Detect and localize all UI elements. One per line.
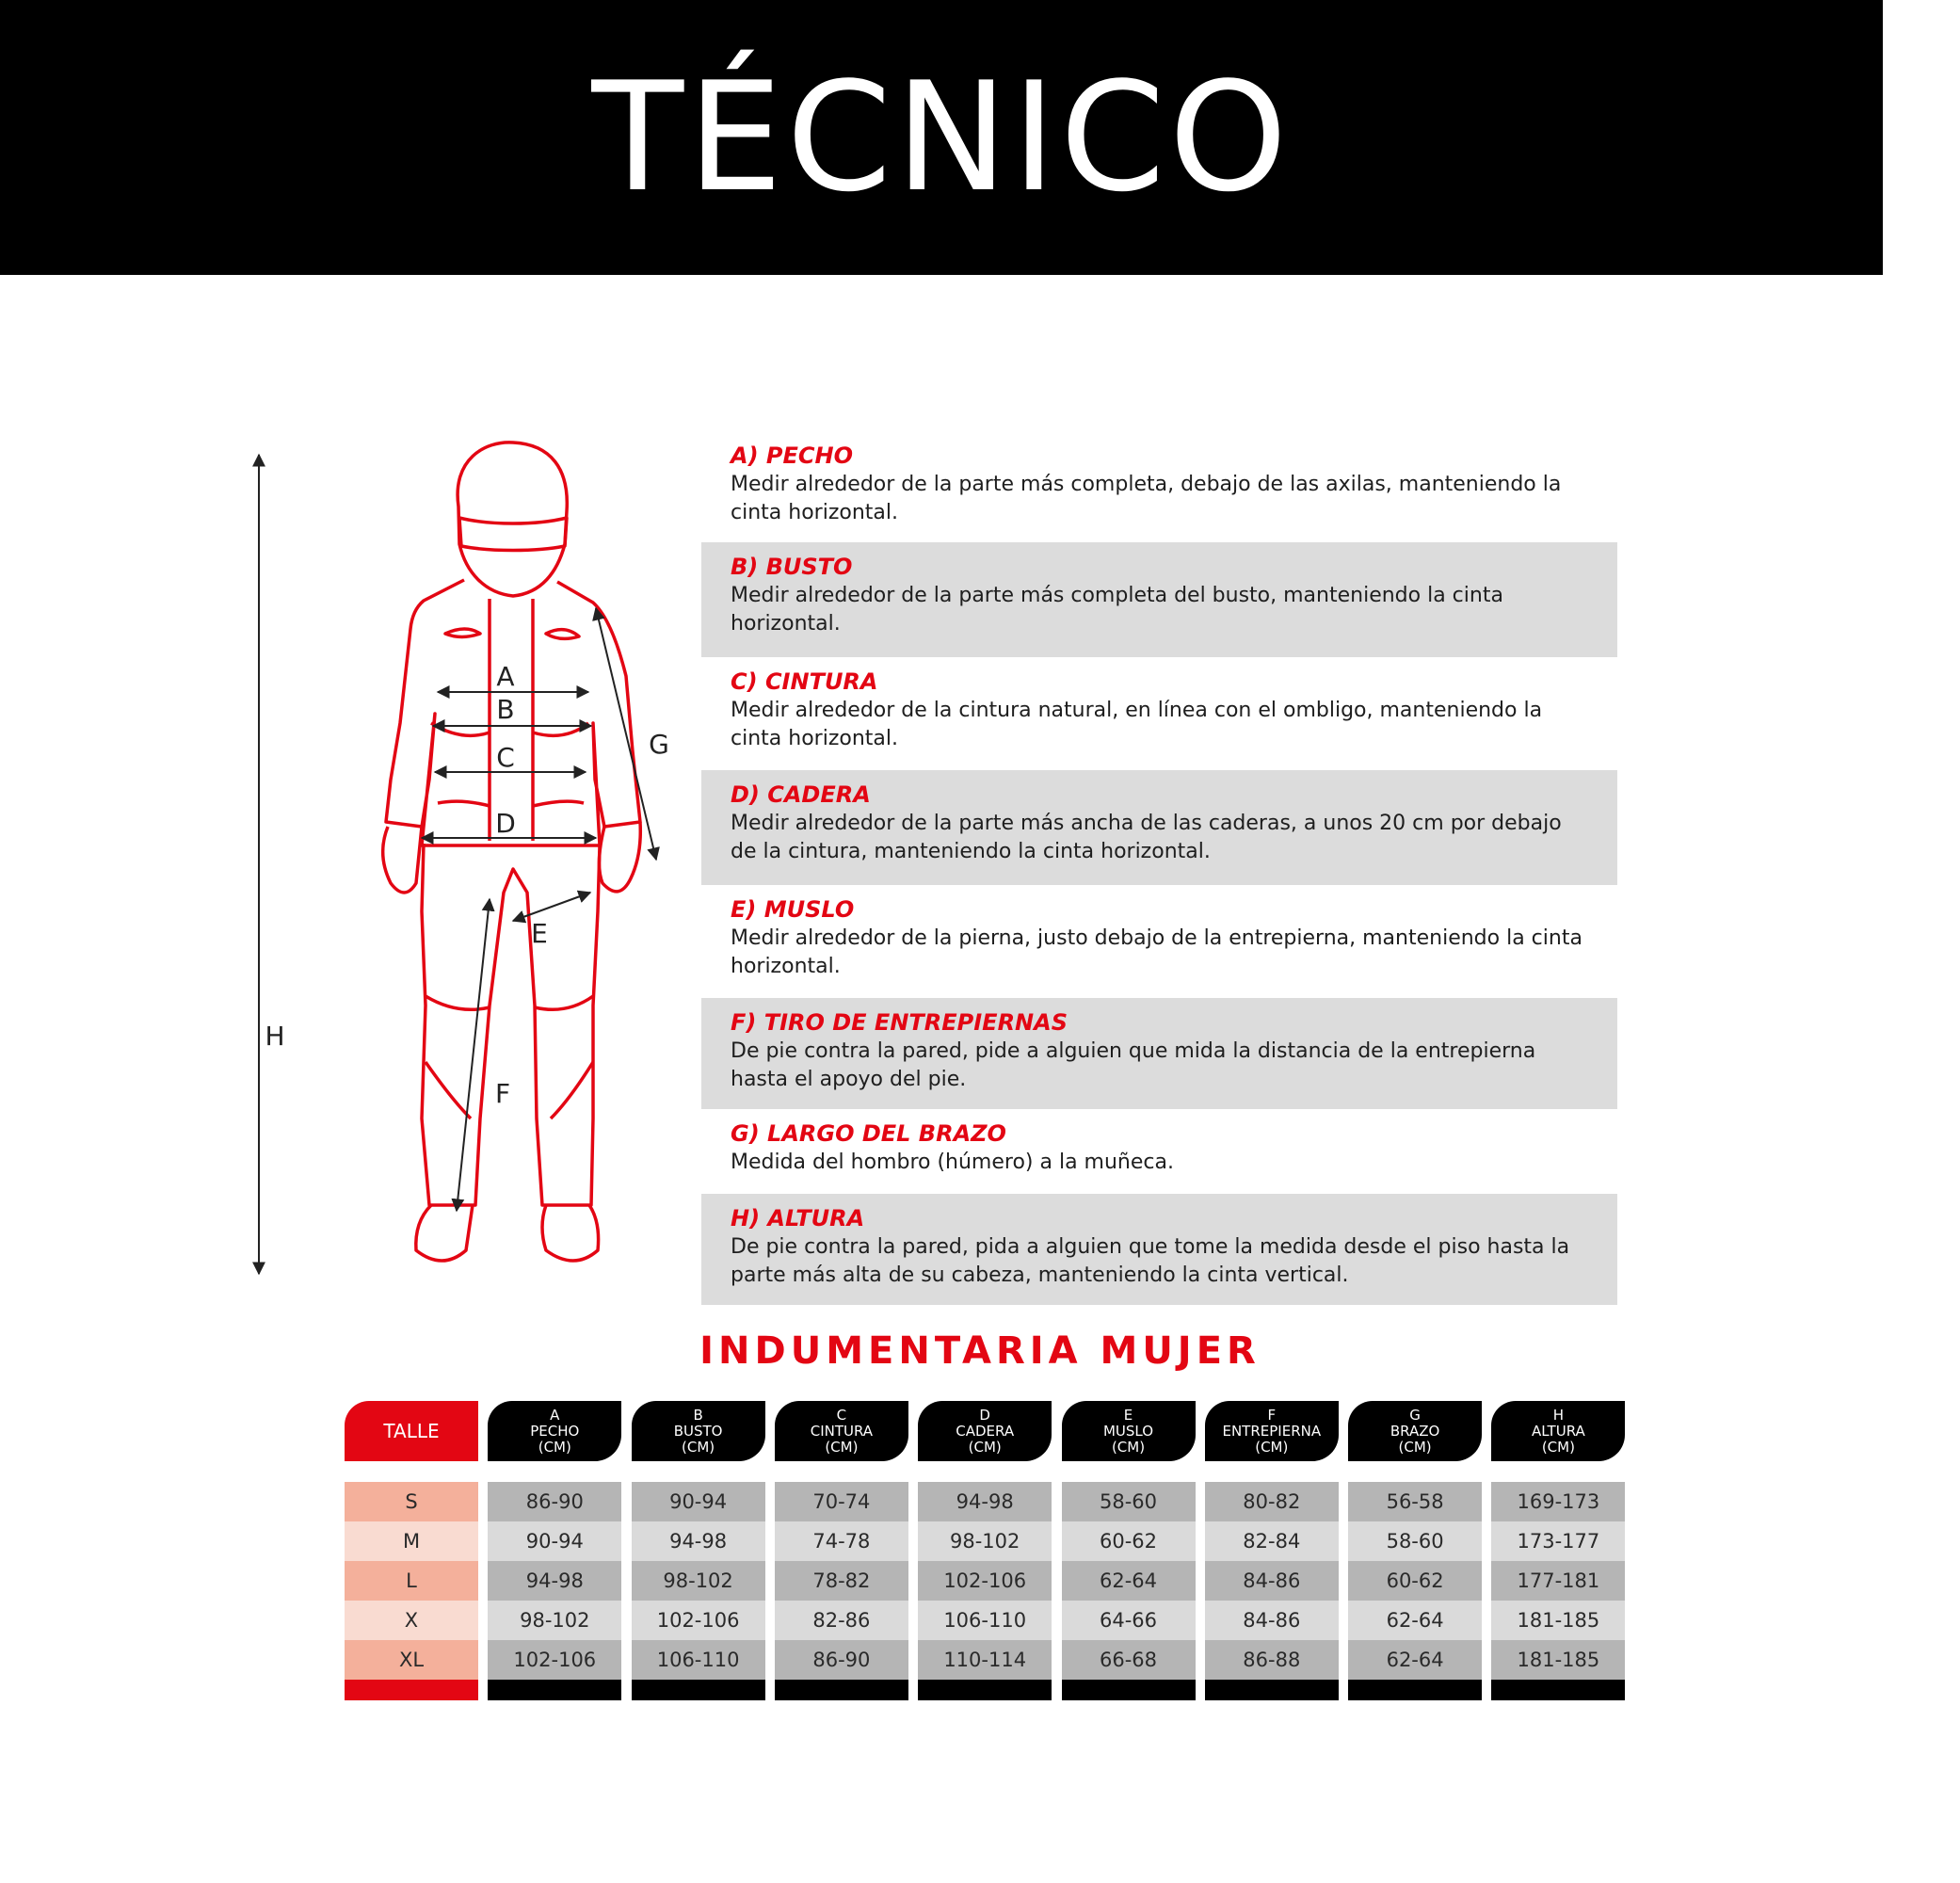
measure-cells [488,1482,621,1680]
header-unit: (CM) [968,1439,1002,1456]
definition-text: De pie contra la pared, pida a alguien que tome la medida desde el piso hasta la parte más alta de su cabeza, manteniendo la cinta vertical. [731,1235,1570,1287]
size-column-footer [345,1680,478,1700]
measure-column [775,1401,908,1461]
table-cell: 82-84 [1205,1521,1339,1561]
measurement-definitions [701,431,1617,1305]
table-cell: 169-173 [1491,1482,1625,1521]
size-cell: X [345,1601,478,1640]
header-unit: (CM) [1398,1439,1432,1456]
label-g: G [649,729,669,760]
definition-title: E) MUSLO [731,896,855,923]
definition-item [701,770,1617,885]
table-cell: 60-62 [1348,1561,1482,1601]
header-name: MUSLO [1102,1423,1154,1440]
size-table [345,1401,1627,1702]
measure-column-header [1205,1401,1339,1461]
page-title: TÉCNICO [591,49,1292,225]
table-cell: 98-102 [632,1561,765,1601]
header-letter: C [836,1407,847,1424]
figure-svg [265,441,706,1288]
measure-column-footer [1348,1680,1482,1700]
table-cell: 173-177 [1491,1521,1625,1561]
measure-cells [1205,1482,1339,1680]
measure-cells [1348,1482,1482,1680]
definition-title: H) ALTURA [731,1205,865,1231]
header-unit: (CM) [825,1439,859,1456]
definition-item [701,542,1617,657]
header-unit: (CM) [682,1439,715,1456]
measure-column [918,1401,1052,1461]
definition-text: Medida del hombro (húmero) a la muñeca. [731,1151,1174,1174]
header-letter: D [979,1407,990,1424]
table-cell: 64-66 [1062,1601,1196,1640]
header-name: CINTURA [810,1423,874,1440]
table-cell: 84-86 [1205,1561,1339,1601]
definition-text: Medir alrededor de la parte más completa del busto, manteniendo la cinta horizontal. [731,584,1503,636]
table-cell: 62-64 [1348,1601,1482,1640]
definition-text: Medir alrededor de la parte más ancha de las caderas, a unos 20 cm por debajo de la cintura, manteniendo la cinta horizontal. [731,812,1562,863]
measurement-arrows [259,455,656,1274]
size-column-header: TALLE [345,1401,478,1461]
definition-item [701,657,1617,770]
header-unit: (CM) [1255,1439,1289,1456]
measure-cells [775,1482,908,1680]
definition-title: B) BUSTO [731,554,853,580]
table-cell: 102-106 [632,1601,765,1640]
label-d: D [495,808,516,839]
definition-title: C) CINTURA [731,668,878,695]
header-name: PECHO [530,1423,580,1440]
size-column [345,1401,478,1461]
definition-text: Medir alrededor de la cintura natural, en línea con el ombligo, manteniendo la cinta horizontal. [731,699,1543,750]
header-unit: (CM) [538,1439,571,1456]
table-cell: 94-98 [488,1561,621,1601]
table-cell: 102-106 [488,1640,621,1680]
label-e: E [531,918,548,949]
definition-item [701,1109,1617,1194]
table-cell: 82-86 [775,1601,908,1640]
header-banner [0,0,1883,275]
table-cell: 106-110 [918,1601,1052,1640]
header-letter: B [693,1407,703,1424]
table-cell: 86-88 [1205,1640,1339,1680]
table-cell: 94-98 [632,1521,765,1561]
table-cell: 62-64 [1348,1640,1482,1680]
table-cell: 90-94 [488,1521,621,1561]
definition-item [701,998,1617,1109]
measure-cells [1062,1482,1196,1680]
table-cell: 102-106 [918,1561,1052,1601]
measure-cells [918,1482,1052,1680]
table-cell: 60-62 [1062,1521,1196,1561]
table-cell: 181-185 [1491,1640,1625,1680]
table-cell: 62-64 [1062,1561,1196,1601]
table-cell: 56-58 [1348,1482,1482,1521]
table-cell: 74-78 [775,1521,908,1561]
header-letter: H [1552,1407,1565,1424]
definition-title: F) TIRO DE ENTREPIERNAS [731,1009,1068,1036]
size-cell: M [345,1521,478,1561]
definition-text: Medir alrededor de la parte más completa, debajo de las axilas, manteniendo la cinta horizontal. [731,473,1562,524]
table-cell: 78-82 [775,1561,908,1601]
measure-column-header [918,1401,1052,1461]
definition-item [701,885,1617,998]
label-h: H [265,1021,285,1052]
measure-column-footer [1491,1680,1625,1700]
table-cell: 90-94 [632,1482,765,1521]
measure-column [1348,1401,1482,1461]
suit-outline [383,443,641,1261]
header-letter: E [1123,1407,1133,1424]
table-cell: 66-68 [1062,1640,1196,1680]
table-cell: 106-110 [632,1640,765,1680]
header-unit: (CM) [1541,1439,1575,1456]
measure-column-footer [775,1680,908,1700]
measure-column-footer [1205,1680,1339,1700]
measure-column-footer [1062,1680,1196,1700]
definition-item [701,1194,1617,1305]
measure-cells [632,1482,765,1680]
arrow-e [513,893,590,921]
table-cell: 84-86 [1205,1601,1339,1640]
size-cell: S [345,1482,478,1521]
header-name: ALTURA [1532,1423,1585,1440]
table-cell: 181-185 [1491,1601,1625,1640]
measure-column-footer [488,1680,621,1700]
measure-column [1062,1401,1196,1461]
table-cell: 70-74 [775,1482,908,1521]
measure-column-header [632,1401,765,1461]
size-cell: L [345,1561,478,1601]
measure-cells [1491,1482,1625,1680]
measure-column-header [1062,1401,1196,1461]
label-a: A [496,661,515,692]
header-unit: (CM) [1111,1439,1146,1456]
measure-column-footer [918,1680,1052,1700]
table-cell: 86-90 [488,1482,621,1521]
header-name: CADERA [956,1423,1015,1440]
measure-column-header [1491,1401,1625,1461]
measure-column [1491,1401,1625,1461]
table-cell: 98-102 [488,1601,621,1640]
table-title: INDUMENTARIA MUJER [699,1329,1261,1373]
measure-column-header [1348,1401,1482,1461]
size-cells [345,1482,478,1680]
table-cell: 58-60 [1348,1521,1482,1561]
header-letter: A [550,1407,560,1424]
table-cell: 86-90 [775,1640,908,1680]
header-letter: G [1409,1407,1421,1424]
table-cell: 177-181 [1491,1561,1625,1601]
definition-text: Medir alrededor de la pierna, justo debajo de la entrepierna, manteniendo la cinta horizontal. [731,926,1582,978]
measure-column-header [775,1401,908,1461]
header-name: ENTREPIERNA [1222,1423,1322,1440]
definition-text: De pie contra la pared, pide a alguien que mida la distancia de la entrepierna hasta el apoyo del pie. [731,1039,1536,1091]
label-f: F [494,1078,511,1109]
definition-title: G) LARGO DEL BRAZO [731,1120,1006,1147]
definition-title: A) PECHO [731,443,853,469]
measure-column-footer [632,1680,765,1700]
definition-title: D) CADERA [731,781,871,808]
header-name: BRAZO [1390,1423,1440,1440]
definition-item [701,431,1617,542]
table-cell: 110-114 [918,1640,1052,1680]
header-letter: F [1267,1407,1277,1424]
body-measurement-figure [265,441,706,1288]
measure-column [632,1401,765,1461]
table-cell: 94-98 [918,1482,1052,1521]
measure-column-header [488,1401,621,1461]
measure-column [488,1401,621,1461]
table-cell: 80-82 [1205,1482,1339,1521]
table-cell: 58-60 [1062,1482,1196,1521]
measure-column [1205,1401,1339,1461]
header-name: BUSTO [673,1423,723,1440]
label-b: B [496,694,515,725]
table-cell: 98-102 [918,1521,1052,1561]
label-c: C [496,742,515,773]
size-cell: XL [345,1640,478,1680]
